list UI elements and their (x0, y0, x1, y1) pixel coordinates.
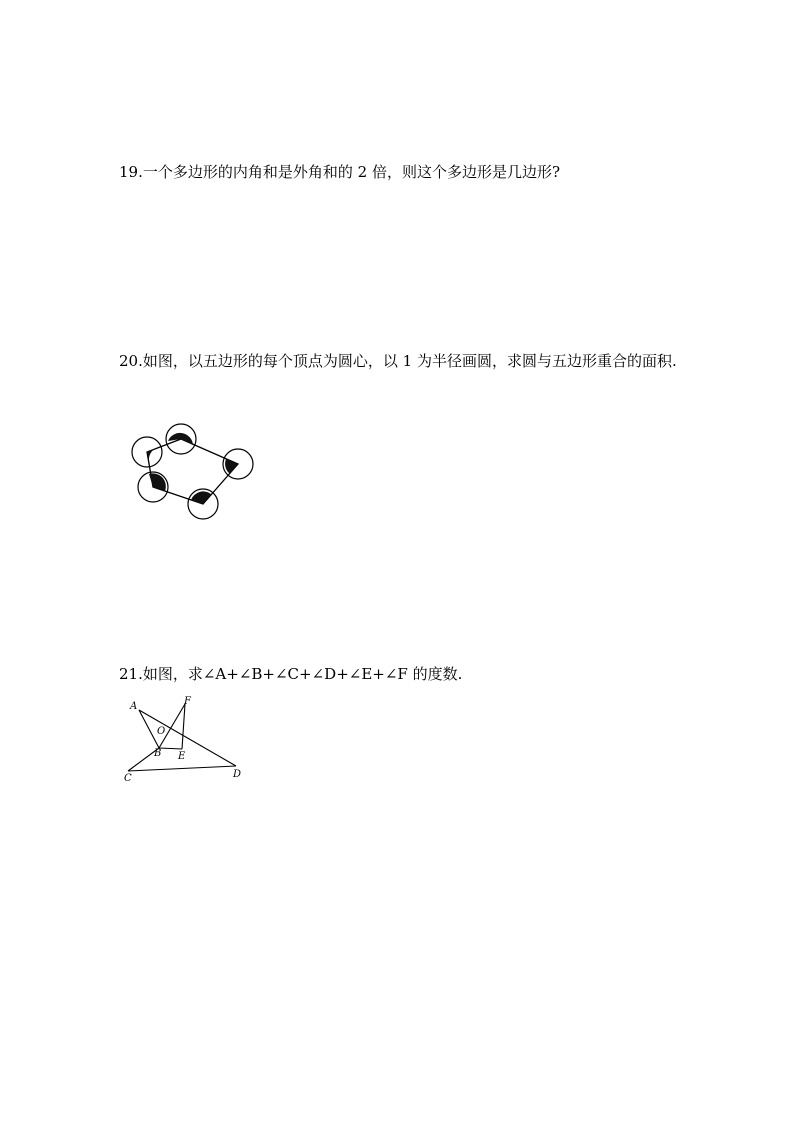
question-21-text: 如图，求∠A+∠B+∠C+∠D+∠E+∠F 的度数. (142, 665, 463, 683)
label-A: A (130, 701, 138, 712)
shaded-sector-3 (191, 491, 211, 504)
segment-BE (159, 748, 182, 749)
question-21 (119, 660, 699, 688)
question-20-number: 20. (119, 352, 143, 370)
question-19-number: 19. (119, 163, 143, 181)
segment-FE (182, 704, 185, 749)
label-D: D (233, 769, 242, 780)
question-20 (119, 347, 699, 375)
question-19 (119, 158, 699, 186)
triangles-figure (118, 692, 252, 784)
segment-CD (128, 766, 236, 771)
label-E: E (178, 751, 186, 762)
question-21-number: 21. (119, 665, 143, 683)
label-B: B (154, 748, 162, 759)
pentagon-circles-figure (120, 412, 270, 524)
label-F: F (184, 696, 191, 707)
label-O: O (157, 726, 166, 737)
question-20-text: 如图，以五边形的每个顶点为圆心，以 1 为半径画圆，求圆与五边形重合的面积. (142, 352, 677, 370)
question-19-text: 一个多边形的内角和是外角和的 2 倍，则这个多边形是几边形? (142, 163, 560, 181)
label-C: C (124, 773, 132, 784)
